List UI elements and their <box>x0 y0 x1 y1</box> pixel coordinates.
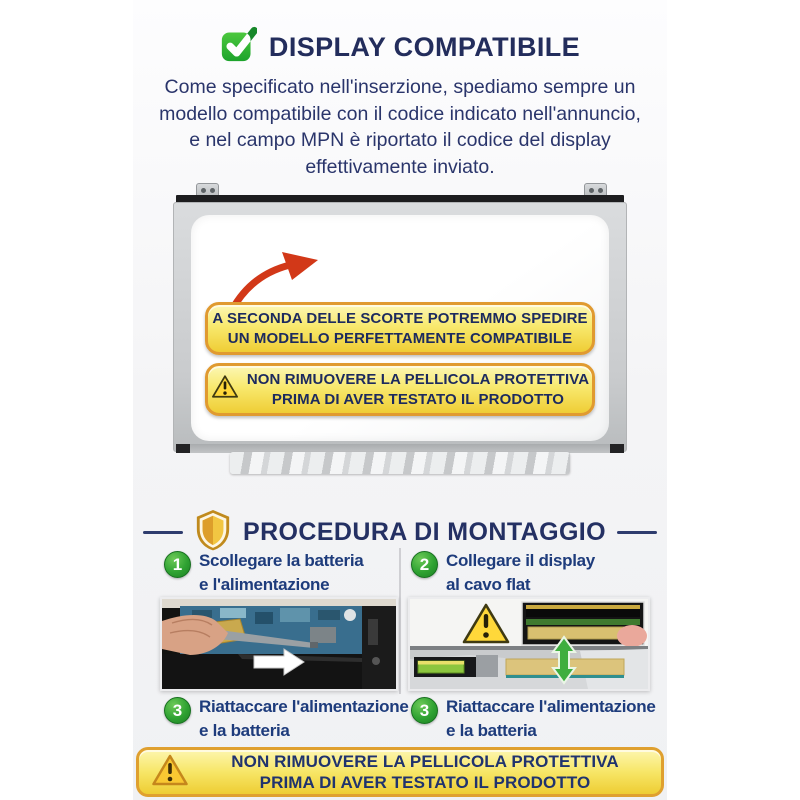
intro-line: e nel campo MPN è riportato il codice del display <box>189 129 611 151</box>
column-divider <box>399 548 401 694</box>
green-check-icon <box>220 26 257 68</box>
film-notice-text <box>247 370 589 409</box>
inset-connector-photo <box>522 602 647 647</box>
step1-line2: e l'alimentazione <box>199 575 330 594</box>
intro-line: Come specificato nell'inserzione, spediamo sempre un <box>164 76 636 98</box>
step1-line1: Scollegare la batteria <box>199 551 364 570</box>
film-notice-line1: NON RIMUOVERE LA PELLICOLA PROTETTIVA <box>246 371 590 388</box>
step3-right-line2: e la batteria <box>446 721 537 740</box>
intro-paragraph <box>133 74 667 180</box>
step2-line2: al cavo flat <box>446 575 531 594</box>
step1-text <box>199 549 363 597</box>
step3-right-text <box>446 695 655 743</box>
divider-line-right <box>617 531 657 534</box>
step2-text <box>446 549 595 597</box>
warning-triangle-icon <box>151 753 189 792</box>
intro-line: modello compatibile con il codice indicato nell'annuncio, <box>159 102 641 125</box>
stock-notice-line1: A SECONDA DELLE SCORTE POTREMMO SPEDIRE <box>212 310 588 327</box>
footer-warning-banner <box>136 747 664 797</box>
panel-foil-strip <box>230 452 570 474</box>
film-notice-box <box>205 363 595 416</box>
intro-line: effettivamente inviato. <box>305 155 495 178</box>
connect-flat-cable-photo <box>408 597 650 691</box>
procedure-title: PROCEDURA DI MONTAGGIO <box>243 518 606 546</box>
page-title: DISPLAY COMPATIBILE <box>268 31 581 62</box>
step3-left-line1: Riattaccare l'alimentazione <box>199 697 409 716</box>
step-number-badge: 3 <box>164 697 191 724</box>
warning-triangle-icon <box>211 374 239 405</box>
disconnect-battery-photo <box>160 597 398 691</box>
step3-left-line2: e la batteria <box>199 721 290 740</box>
step3-right-line1: Riattaccare l'alimentazione <box>446 697 656 716</box>
step-number-badge: 2 <box>411 551 438 578</box>
stock-notice-box <box>205 302 595 355</box>
header <box>133 26 667 68</box>
divider-line-left <box>143 531 183 534</box>
stock-notice-text <box>212 309 587 348</box>
film-notice-line2: PRIMA DI AVER TESTATO IL PRODOTTO <box>271 390 565 408</box>
step-number-badge: 1 <box>164 551 191 578</box>
step2-line1: Collegare il display <box>446 551 595 570</box>
footer-warning-line2: PRIMA DI AVER TESTATO IL PRODOTTO <box>259 773 591 792</box>
footer-warning-text <box>199 751 651 793</box>
stock-notice-line2: UN MODELLO PERFETTAMENTE COMPATIBILE <box>227 329 573 347</box>
step3-left-text <box>199 695 408 743</box>
step-number-badge: 3 <box>411 697 438 724</box>
footer-warning-line1: NON RIMUOVERE LA PELLICOLA PROTETTIVA <box>231 752 619 771</box>
